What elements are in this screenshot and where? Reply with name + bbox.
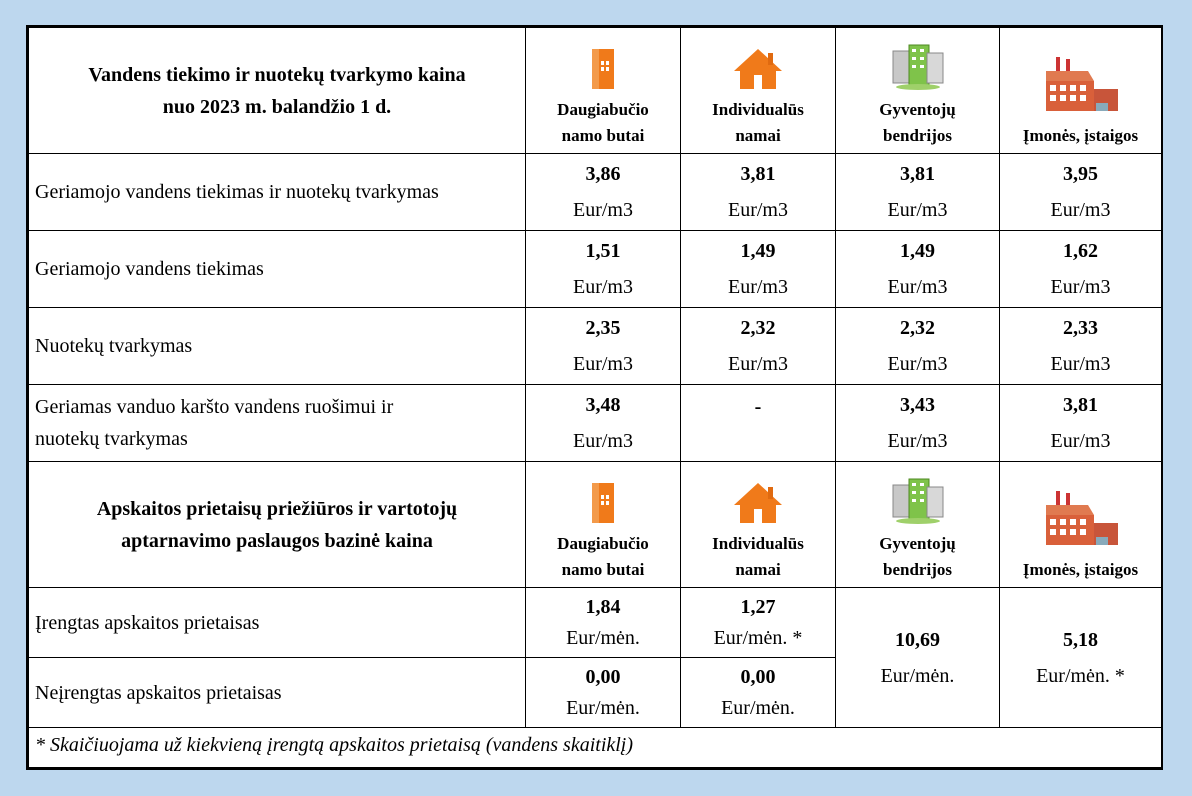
price-value: 3,81 [1063,394,1098,416]
house-icon [732,481,784,525]
table2-title-line1: Apskaitos prietaisų priežiūros ir vartotojų [96,497,458,520]
price-unit: Eur/m3 [887,199,948,221]
table1-title-line2: nuo 2023 m. balandžio 1 d. [162,95,392,118]
price-unit: Eur/mėn. [566,696,640,719]
col-label-line2: bendrijos [883,560,952,579]
price-unit: Eur/m3 [728,353,788,375]
price-value: - [754,396,762,418]
price-value: 2,32 [900,317,935,339]
price-value: 1,84 [585,595,621,618]
table2-title [29,462,526,588]
table-row [29,588,1162,658]
price-cell [526,385,681,462]
price-value: 2,33 [1063,317,1098,339]
price-value: 5,18 [1063,628,1098,651]
price-value: 0,00 [740,665,776,688]
table1-title-line1: Vandens tiekimo ir nuotekų tvarkymo kaina [88,63,466,86]
price-cell-merged [1000,588,1162,728]
price-value: 2,32 [740,317,776,339]
price-unit: Eur/m3 [887,276,948,298]
price-value: 2,35 [585,317,621,339]
row-label-line2: nuotekų tvarkymas [35,428,188,450]
col-label-line1: Daugiabučio [557,534,649,553]
row-label [29,385,526,462]
residential-complex-icon [887,477,949,525]
price-cell [526,154,681,231]
price-unit: Eur/mėn. [880,664,955,687]
price-cell [1000,231,1162,308]
col-header-houses [681,28,836,154]
col-label-line1: Individualūs [712,100,804,119]
table-row [29,385,1162,462]
price-value: 3,81 [740,163,776,185]
col-header-apartments [526,462,681,588]
col-label-line2: bendrijos [883,126,952,145]
price-unit: Eur/m3 [573,430,633,452]
price-value: 1,49 [740,240,776,262]
price-cell [681,588,836,658]
col-header-communities [836,462,1000,588]
col-label-line1: Daugiabučio [557,100,649,119]
col-label-line1: Gyventojų [879,534,956,553]
price-table [28,27,1162,768]
price-unit: Eur/m3 [728,199,788,221]
col-label-line1: Gyventojų [879,100,956,119]
apartment-building-icon [588,47,618,91]
price-unit: Eur/m3 [1050,199,1111,221]
price-cell [836,231,1000,308]
table-row [29,308,1162,385]
price-value: 3,81 [900,163,935,185]
table2-title-line2: aptarnavimo paslaugos bazinė kaina [121,529,433,552]
factory-icon [1038,489,1124,551]
row-label: Nuotekų tvarkymas [29,308,526,385]
price-unit: Eur/m3 [573,353,633,375]
price-cell [526,588,681,658]
price-value: 1,62 [1063,240,1098,262]
price-cell [526,658,681,728]
price-value: 0,00 [585,665,621,688]
row-label-line1: Geriamas vanduo karšto vandens ruošimui ir [35,396,394,418]
price-cell-merged [836,588,1000,728]
factory-icon [1038,55,1124,117]
row-label: Neįrengtas apskaitos prietaisas [29,658,526,728]
price-unit: Eur/mėn. [721,696,795,719]
price-cell [681,308,836,385]
table1-title [29,28,526,154]
price-unit: Eur/mėn. * [713,626,803,649]
price-cell [836,385,1000,462]
price-unit: Eur/m3 [1050,276,1111,298]
price-value: 1,51 [585,240,621,262]
table1-header [29,28,1162,154]
col-header-communities [836,28,1000,154]
price-unit: Eur/m3 [728,276,788,298]
col-header-apartments [526,28,681,154]
price-value: 1,27 [740,595,776,618]
price-value: 3,48 [585,394,621,416]
col-label-line1: Individualūs [712,534,804,553]
col-label-line2: namo butai [561,560,645,579]
table-row [29,154,1162,231]
price-cell [836,308,1000,385]
price-cell [681,385,836,462]
price-sheet [26,25,1163,770]
row-label: Geriamojo vandens tiekimas ir nuotekų tvarkymas [29,154,526,231]
col-header-companies [1000,462,1162,588]
price-value: 1,49 [900,240,935,262]
price-unit: Eur/m3 [887,430,948,452]
price-cell [681,231,836,308]
price-value: 3,43 [900,394,935,416]
price-unit: Eur/m3 [887,353,948,375]
price-unit: Eur/m3 [1050,430,1111,452]
price-cell [526,308,681,385]
apartment-building-icon [588,481,618,525]
price-cell [681,154,836,231]
table2-header [29,462,1162,588]
price-cell [1000,154,1162,231]
price-cell [1000,385,1162,462]
price-unit: Eur/mėn. * [1036,664,1125,687]
price-value: 3,86 [585,163,621,185]
col-label: Įmonės, įstaigos [1022,560,1139,579]
price-cell [1000,308,1162,385]
table-row [29,231,1162,308]
price-value: 10,69 [895,628,940,651]
col-label-line2: namo butai [561,126,645,145]
footnote-row [29,728,1162,768]
price-unit: Eur/mėn. [566,626,640,649]
price-unit: Eur/m3 [1050,353,1111,375]
row-label: Geriamojo vandens tiekimas [29,231,526,308]
col-label-line2: namai [735,560,781,579]
price-cell [681,658,836,728]
price-value: 3,95 [1063,163,1098,185]
col-label: Įmonės, įstaigos [1022,126,1139,145]
price-cell [526,231,681,308]
price-cell [836,154,1000,231]
col-label-line2: namai [735,126,781,145]
col-header-houses [681,462,836,588]
residential-complex-icon [887,43,949,91]
footnote: * Skaičiuojama už kiekvieną įrengtą apskaitos prietaisą (vandens skaitiklį) [29,728,1162,768]
price-unit: Eur/m3 [573,199,633,221]
house-icon [732,47,784,91]
price-unit: Eur/m3 [573,276,633,298]
col-header-companies [1000,28,1162,154]
row-label: Įrengtas apskaitos prietaisas [29,588,526,658]
